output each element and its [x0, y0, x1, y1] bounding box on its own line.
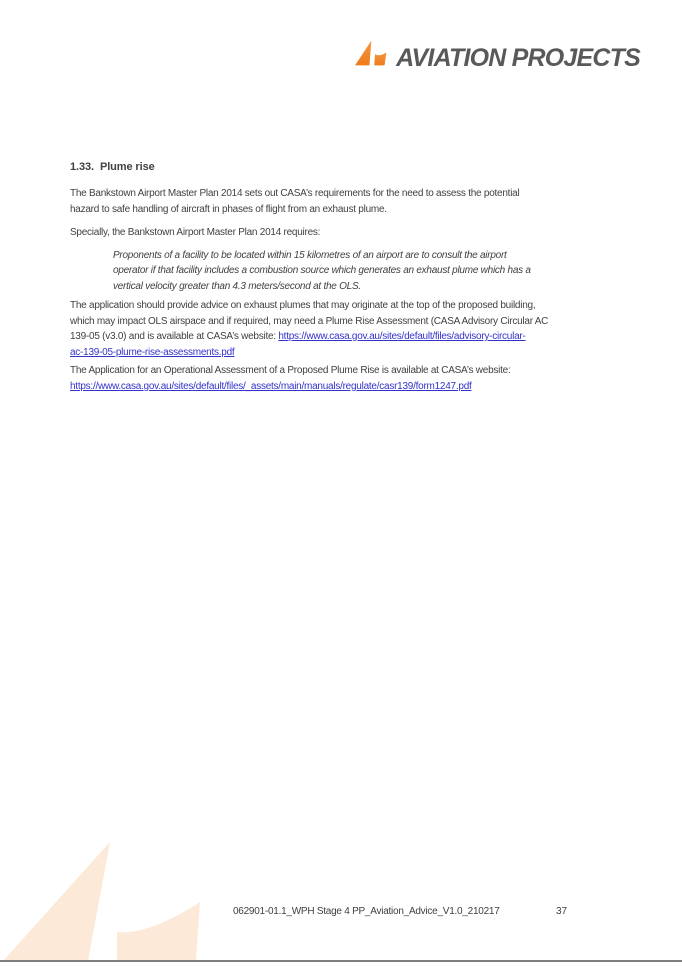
blockquote-masterplan-requirement: Proponents of a facility to be located within 15 kilometres of an airport are to consult the airport operator if that facility includes a combustion source which generates an exhaust plume which has a vertical velocity greater than 4.3 meters/second at the OLS. [113, 249, 531, 292]
link-form1247-pdf[interactable]: https://www.casa.gov.au/sites/default/files/_assets/main/manuals/regulate/casr139/form1247.pdf [70, 380, 472, 392]
paragraph-plume-rise-assessment [70, 298, 630, 360]
logo-flag-shape [374, 52, 386, 65]
link-advisory-circular-pdf[interactable]: https://www.casa.gov.au/sites/default/files/advisory-circular- ac-139-05-plume-rise-assessments.pdf [70, 331, 526, 358]
paragraph-specially-requires: Specially, the Bankstown Airport Master Plan 2014 requires: [70, 227, 321, 238]
watermark-triangle-shape [3, 842, 110, 961]
company-logo-text: AVIATION PROJECTS [396, 44, 640, 72]
paragraph-plume-rise-assessment-text: The application should provide advice on exhaust plumes that may originate at the top of the proposed building, which may impact OLS airspace and if required, may need a Plume Rise Assessment (CASA Advisory Circular AC 139-05 (v3.0) and is available at CASA’s website: [70, 300, 549, 342]
section-title: Plume rise [99, 161, 155, 173]
section-heading [70, 160, 630, 174]
footer-document-id: 062901-01.1_WPH Stage 4 PP_Aviation_Advice_V1.0_210217 [233, 906, 500, 917]
footer-page-number: 37 [556, 906, 568, 917]
paragraph-bankstown-masterplan: The Bankstown Airport Master Plan 2014 sets out CASA’s requirements for the need to assess the potential hazard to safe handling of aircraft in phases of flight from an exhaust plume. [70, 188, 520, 215]
watermark-flag-shape [117, 902, 200, 961]
section-number: 1.33. [70, 161, 94, 173]
aviation-projects-logo-icon [354, 40, 387, 66]
company-logo [354, 40, 640, 72]
document-content [70, 160, 630, 394]
paragraph-operational-assessment [70, 363, 630, 394]
page-bottom-rule [0, 960, 682, 962]
logo-triangle-shape [355, 41, 371, 66]
watermark-logo-graphic [0, 836, 210, 961]
paragraph-operational-assessment-text: The Application for an Operational Assessment of a Proposed Plume Rise is available at CASA’s website: [70, 365, 511, 376]
